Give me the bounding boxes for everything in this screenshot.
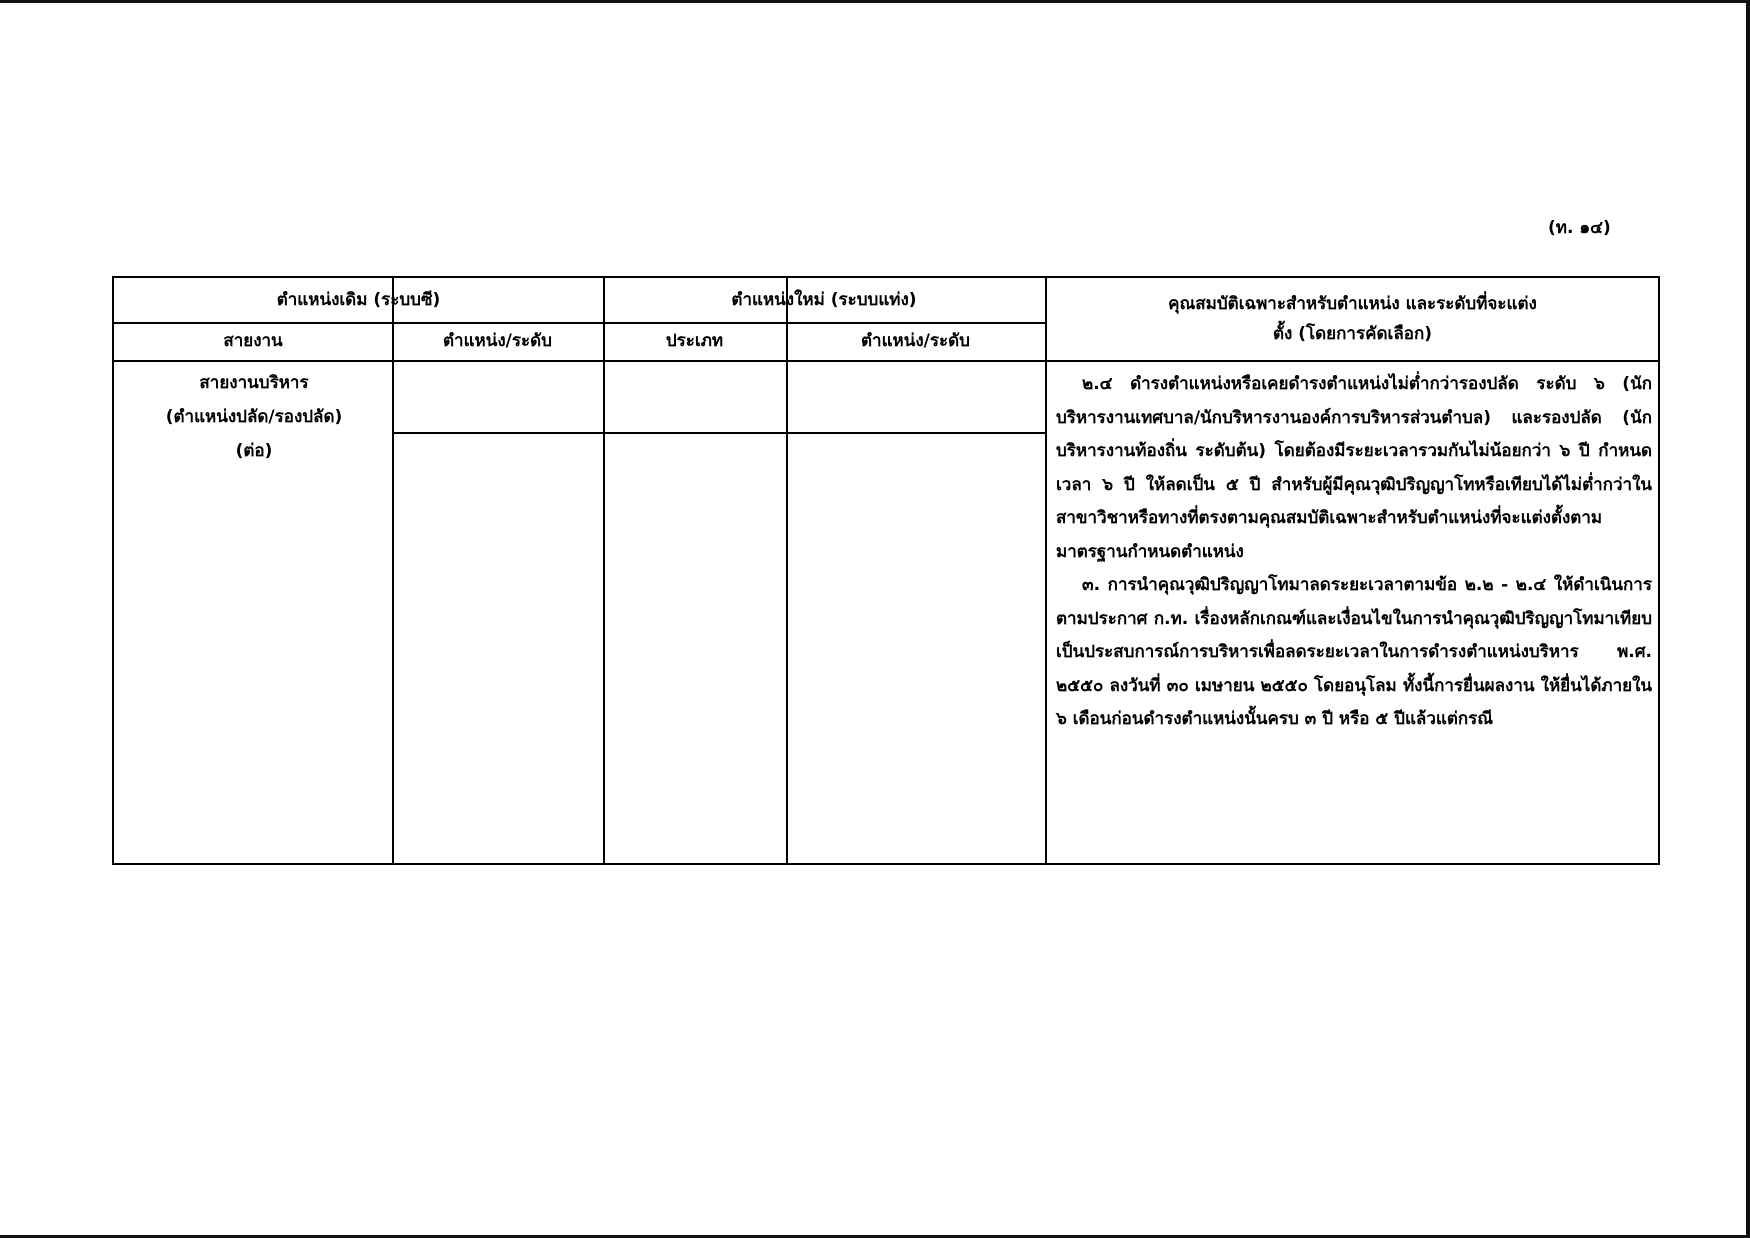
col-divider xyxy=(603,278,605,863)
header-bottom-line xyxy=(114,360,1660,362)
header-qualifications: คุณสมบัติเฉพาะสำหรับตำแหน่ง และระดับที่จะแต่งตั้ง (โดยการคัดเลือก) xyxy=(1168,294,1537,344)
line-of-work-title: สายงานบริหาร xyxy=(199,373,309,393)
qualification-paragraph: ๓. การนำคุณวุฒิปริญญาโทมาลดระยะเวลาตามข้อ ๒.๒ - ๒.๔ ให้ดำเนินการตามประกาศ ก.ท. เรื่องหลักเกณฑ์และเงื่อนไขในการนำคุณวุฒิปริญญาโทมาเทียบเป็นประสบการณ์การบริหารเพื่อลดระยะเวลาในการดำรงตำแหน่งบริหาร พ.ศ. ๒๕๕๐ ลงวันที่ ๓๐ เมษายน ๒๕๕๐ โดยอนุโลม ทั้งนี้การยื่นผลงาน ให้ยื่นได้ภายใน ๖ เดือนก่อนดำรงตำแหน่งนั้นครบ ๓ ปี หรือ ๕ ปีแล้วแต่กรณี xyxy=(1056,575,1652,729)
qualification-paragraph: ๒.๔ ดำรงตำแหน่งหรือเคยดำรงตำแหน่งไม่ต่ำกว่ารองปลัด ระดับ ๖ (นักบริหารงานเทศบาล/นักบริหารงานองค์การบริหารส่วนตำบล) และรองปลัด (นักบริหารงานท้องถิ่น ระดับต้น) โดยต้องมีระยะเวลารวมกันไม่น้อยกว่า ๖ ปี กำหนดเวลา ๖ ปี ให้ลดเป็น ๕ ปี สำหรับผู้มีคุณวุฒิปริญญาโทหรือเทียบได้ไม่ต่ำกว่าในสาขาวิชาหรือทางที่ตรงตามคุณสมบัติเฉพาะสำหรับตำแหน่งที่จะแต่งตั้งตามมาตรฐานกำหนดตำแหน่ง xyxy=(1056,374,1652,562)
qualification-table xyxy=(112,276,1660,865)
scan-edge-right xyxy=(1746,0,1750,1238)
header-new-position: ตำแหน่งใหม่ (ระบบแท่ง) xyxy=(731,290,917,310)
line-of-work-cell xyxy=(114,366,394,468)
subheader-type: ประเภท xyxy=(665,331,724,351)
subheader-new-position-level: ตำแหน่ง/ระดับ xyxy=(861,331,970,351)
header-old-position: ตำแหน่งเดิม (ระบบซี) xyxy=(276,290,441,310)
continued-label: (ต่อ) xyxy=(235,441,273,461)
col-divider xyxy=(1045,278,1047,863)
subheader-line-of-work: สายงาน xyxy=(223,331,283,351)
col-divider xyxy=(786,278,788,863)
qualifications-cell xyxy=(1056,368,1652,737)
line-of-work-positions: (ตำแหน่งปลัด/รองปลัด) xyxy=(165,407,343,427)
row-divider xyxy=(392,432,1045,434)
scan-edge-top xyxy=(0,0,1750,3)
subheader-old-position-level: ตำแหน่ง/ระดับ xyxy=(443,331,552,351)
form-code: (ท. ๑๔) xyxy=(1548,218,1611,238)
